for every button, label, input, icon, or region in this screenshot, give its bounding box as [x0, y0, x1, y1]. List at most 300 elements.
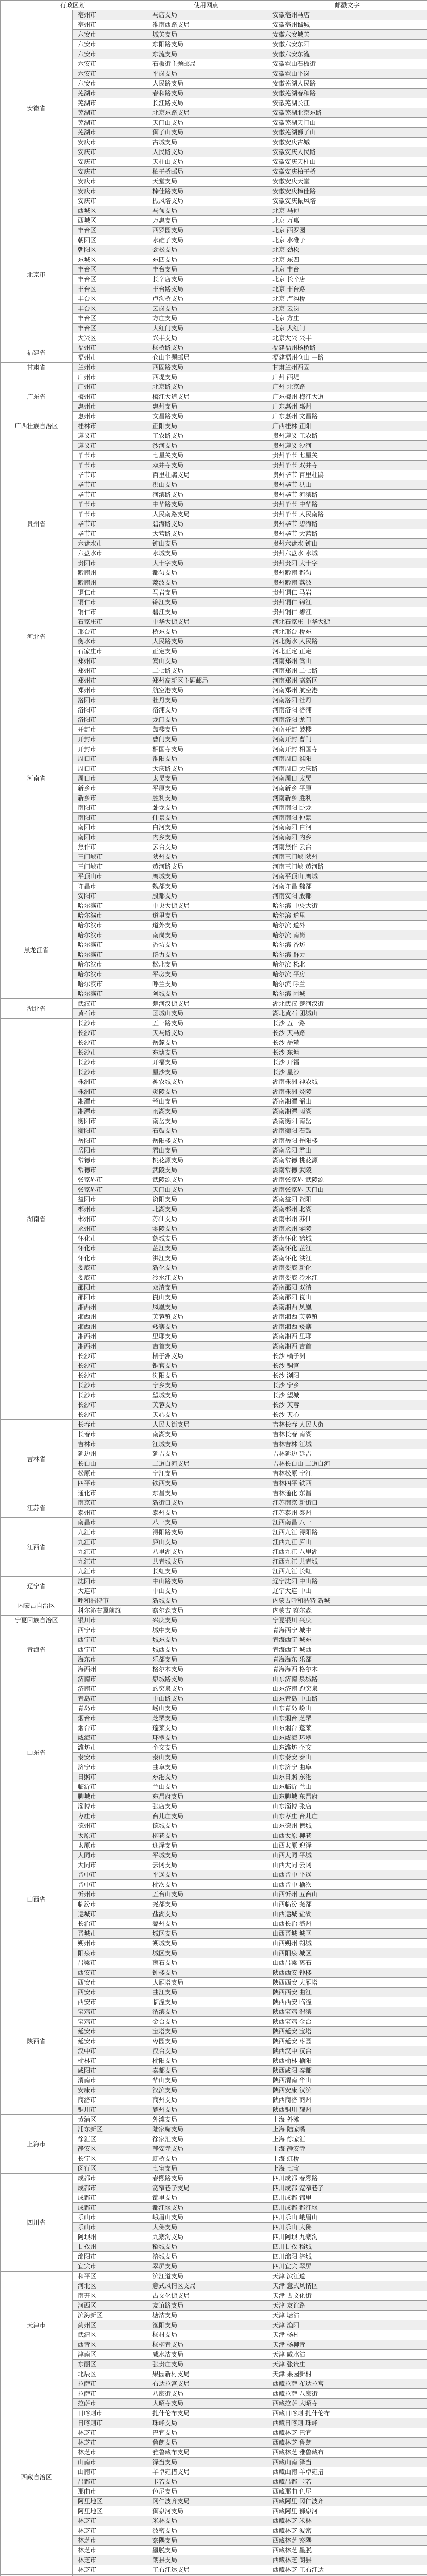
- postmark-cell: 江西南昌 八一: [267, 1518, 427, 1528]
- outlet-cell: 人民南路支局: [145, 510, 267, 519]
- city-cell: 长沙市: [73, 1019, 145, 1028]
- outlet-cell: 岳阳楼支局: [145, 1136, 267, 1146]
- city-cell: 益阳市: [73, 1195, 145, 1205]
- postmark-cell: 四川成都 宽窄巷子: [267, 2183, 427, 2193]
- city-cell: 阿坝州: [73, 2232, 145, 2242]
- city-cell: 徐汇区: [73, 2134, 145, 2144]
- outlet-cell: 准南西路支局: [145, 20, 267, 30]
- outlet-cell: 古城支局: [145, 138, 267, 147]
- postmark-cell: 西藏那曲 色尼: [267, 2487, 427, 2497]
- city-cell: 安庆市: [73, 157, 145, 167]
- postmark-cell: 哈尔滨 香坊: [267, 940, 427, 950]
- postmark-cell: 山东青岛 中山路: [267, 1694, 427, 1704]
- outlet-cell: 芷江支局: [145, 1244, 267, 1253]
- table-row: [1, 1577, 427, 1586]
- postmark-cell: 贵州遵义 沙河: [267, 441, 427, 451]
- city-cell: 哈尔滨市: [73, 921, 145, 930]
- outlet-cell: 太昊支局: [145, 774, 267, 784]
- outlet-cell: 东四支局: [145, 255, 267, 265]
- city-cell: 郑州市: [73, 686, 145, 696]
- city-cell: 安阳市: [73, 891, 145, 901]
- outlet-cell: 中华路支局: [145, 500, 267, 510]
- city-cell: 济南市: [73, 1684, 145, 1694]
- postmark-cell: 江苏南京 新街口: [267, 1498, 427, 1508]
- city-cell: 焦作市: [73, 842, 145, 852]
- postmark-cell: 北京 万惠: [267, 216, 427, 226]
- postmark-cell: 天津 友谊路: [267, 2301, 427, 2311]
- postmark-cell: 山西运城 盐湖: [267, 1909, 427, 1919]
- postmark-cell: 北京 西罗园: [267, 226, 427, 235]
- outlet-cell: 崀山支局: [145, 1293, 267, 1302]
- city-cell: 开封市: [73, 735, 145, 744]
- city-cell: 泰安市: [73, 1753, 145, 1762]
- outlet-cell: 胜利支局: [145, 793, 267, 803]
- postmark-cell: 湖南衡阳 石鼓: [267, 1126, 427, 1136]
- city-cell: 德州市: [73, 1821, 145, 1831]
- city-cell: 渭南市: [73, 2076, 145, 2086]
- city-cell: 山南市: [73, 2467, 145, 2477]
- outlet-cell: 曹门支局: [145, 735, 267, 744]
- postmark-cell: 天津 塘沽: [267, 2311, 427, 2320]
- outlet-cell: 察尔森支局: [145, 1606, 267, 1616]
- postmark-cell: 贵州毕节 洪山: [267, 480, 427, 490]
- city-cell: 哈尔滨市: [73, 970, 145, 979]
- city-cell: 哈尔滨市: [73, 950, 145, 960]
- outlet-cell: 大红门支局: [145, 324, 267, 333]
- outlet-cell: 零陵支局: [145, 1224, 267, 1234]
- city-cell: 桂林市: [73, 421, 145, 431]
- postmark-cell: 湖南湘西 凤凰: [267, 1302, 427, 1312]
- postmark-cell: 长沙 岳麓: [267, 1038, 427, 1048]
- city-cell: 岳阳市: [73, 1136, 145, 1146]
- city-cell: 海西州: [73, 1665, 145, 1674]
- postmark-cell: 陕西西安 大雁塔: [267, 1978, 427, 1988]
- city-cell: 长春市: [73, 1430, 145, 1439]
- outlet-cell: 石鼓支局: [145, 1126, 267, 1136]
- outlet-cell: 牡丹支局: [145, 696, 267, 705]
- outlet-cell: 西堤支局: [145, 372, 267, 382]
- outlet-cell: 塘沽支局: [145, 2311, 267, 2320]
- outlet-cell: 天马路支局: [145, 1028, 267, 1038]
- postmark-cell: 西藏日喀则 珠峰: [267, 2418, 427, 2428]
- city-cell: 榆林市: [73, 2056, 145, 2066]
- city-cell: 芜湖市: [73, 128, 145, 138]
- city-cell: 朔州市: [73, 1939, 145, 1948]
- postmark-cell: 哈尔滨 中央大街: [267, 901, 427, 911]
- city-cell: 南阳市: [73, 833, 145, 842]
- outlet-cell: 大营路支局: [145, 529, 267, 539]
- outlet-cell: 张贵庄支局: [145, 2360, 267, 2369]
- outlet-cell: 意式风情区支局: [145, 2281, 267, 2291]
- city-cell: 宝鸡市: [73, 2007, 145, 2017]
- outlet-cell: 离石支局: [145, 1958, 267, 1968]
- postmark-cell: 江西九江 庐山: [267, 1537, 427, 1547]
- city-cell: 怀化市: [73, 1244, 145, 1253]
- postmark-cell: 安徽芜湖长江: [267, 98, 427, 108]
- city-cell: 林芝市: [73, 2536, 145, 2546]
- outlet-cell: 羊卓雍措支局: [145, 2467, 267, 2477]
- city-cell: 新乡市: [73, 784, 145, 793]
- city-cell: 安康市: [73, 2086, 145, 2095]
- postmark-cell: 河南许昌 魏都: [267, 882, 427, 891]
- city-cell: 哈尔滨市: [73, 989, 145, 999]
- outlet-cell: 城东支局: [145, 1635, 267, 1645]
- city-cell: 毕节市: [73, 510, 145, 519]
- postmark-cell: 河北正定 正定: [267, 647, 427, 656]
- city-cell: 河北区: [73, 2281, 145, 2291]
- outlet-cell: 新街口支局: [145, 1498, 267, 1508]
- province-cell: 天津市: [1, 2272, 73, 2379]
- postmark-cell: 哈尔滨 呼兰: [267, 979, 427, 989]
- city-cell: 晋中市: [73, 1880, 145, 1890]
- postmark-cell: 安徽亳州谯城: [267, 20, 427, 30]
- city-cell: 新乡市: [73, 793, 145, 803]
- postmark-cell: 西藏林芝 工布江达: [267, 2565, 427, 2575]
- postmark-cell: 安徽安庆天柱山: [267, 157, 427, 167]
- city-cell: 洛阳市: [73, 715, 145, 725]
- city-cell: 临汾市: [73, 1900, 145, 1909]
- outlet-cell: 城关支局: [145, 30, 267, 40]
- table-row: [1, 2115, 427, 2125]
- city-cell: 延安市: [73, 2027, 145, 2037]
- city-cell: 大兴区: [73, 333, 145, 343]
- city-cell: 衡阳市: [73, 1116, 145, 1126]
- city-cell: 亳州市: [73, 20, 145, 30]
- outlet-cell: 八廓街支局: [145, 2389, 267, 2399]
- city-cell: 平顶山市: [73, 872, 145, 882]
- postmark-cell: 河南南阳 仲景: [267, 813, 427, 823]
- city-cell: 毕节市: [73, 529, 145, 539]
- city-cell: 沈阳市: [73, 1577, 145, 1586]
- outlet-cell: 大庆路支局: [145, 764, 267, 774]
- postmark-cell: 陕西宝鸡 金台: [267, 2017, 427, 2027]
- postmark-cell: 福建福州杨桥路: [267, 343, 427, 353]
- outlet-cell: 道里支局: [145, 911, 267, 921]
- city-cell: 开封市: [73, 744, 145, 754]
- outlet-cell: 大佛支局: [145, 2223, 267, 2232]
- city-cell: 三门峡市: [73, 862, 145, 872]
- outlet-cell: 天心支局: [145, 1410, 267, 1420]
- city-cell: 湘潭市: [73, 1097, 145, 1107]
- city-cell: 长沙市: [73, 1371, 145, 1381]
- postmark-cell: 广东梅州 梅江大道: [267, 392, 427, 402]
- postmark-cell: 陕西咸阳 秦都: [267, 2066, 427, 2076]
- postmark-cell: 天津 滨江道: [267, 2272, 427, 2281]
- province-cell: 内蒙古自治区: [1, 1596, 73, 1616]
- province-cell: 广西壮族自治区: [1, 421, 73, 431]
- city-cell: 西城区: [73, 216, 145, 226]
- outlet-cell: 苏仙支局: [145, 1214, 267, 1224]
- outlet-cell: 友谊路支局: [145, 2301, 267, 2311]
- city-cell: 衡阳市: [73, 1126, 145, 1136]
- outlet-cell: 平房支局: [145, 970, 267, 979]
- postmark-cell: 辽宁大连 中山: [267, 1586, 427, 1596]
- postmark-cell: 青海西宁 城西: [267, 1645, 427, 1655]
- outlet-cell: 望城支局: [145, 1391, 267, 1400]
- table-row: [1, 1968, 427, 1978]
- outlet-cell: 冈仁波齐支局: [145, 2497, 267, 2506]
- postmark-cell: 山东潍坊 奎文: [267, 1743, 427, 1753]
- city-cell: 广州市: [73, 372, 145, 382]
- outlet-cell: 迎泽支局: [145, 1841, 267, 1851]
- postmark-cell: 山东济南 趵突泉: [267, 1684, 427, 1694]
- postmark-cell: 天津 渔阳: [267, 2320, 427, 2330]
- city-cell: 长沙市: [73, 1391, 145, 1400]
- postmark-cell: 北京大兴 兴丰: [267, 333, 427, 343]
- table-row: [1, 431, 427, 441]
- postmark-cell: 青海西宁 城东: [267, 1635, 427, 1645]
- outlet-cell: 松北支局: [145, 960, 267, 970]
- outlet-cell: 人民路支局: [145, 147, 267, 157]
- outlet-cell: 钟楼支局: [145, 1968, 267, 1978]
- postmark-cell: 湖南怀化 芷江: [267, 1244, 427, 1253]
- outlet-cell: 西固路支局: [145, 363, 267, 372]
- city-cell: 广州市: [73, 382, 145, 392]
- outlet-cell: 资阳支局: [145, 1195, 267, 1205]
- outlet-cell: 里耶支局: [145, 1332, 267, 1342]
- postmark-cell: 四川甘孜 稻城: [267, 2242, 427, 2252]
- postmark-cell: 青海西宁 城中: [267, 1625, 427, 1635]
- postmark-cell: 广州 北京路: [267, 382, 427, 392]
- province-cell: 陕西省: [1, 1968, 73, 2115]
- table-row: [1, 1596, 427, 1606]
- city-cell: 成都市: [73, 2203, 145, 2213]
- postmark-cell: 山东泰安 泰山: [267, 1753, 427, 1762]
- city-cell: 山南市: [73, 2458, 145, 2467]
- city-cell: 西安市: [73, 1978, 145, 1988]
- city-cell: 芜湖市: [73, 98, 145, 108]
- table-row: [1, 1019, 427, 1028]
- postmark-cell: 河南南阳 内乡: [267, 833, 427, 842]
- outlet-cell: 云冈支局: [145, 1860, 267, 1870]
- outlet-cell: 泉城路支局: [145, 1674, 267, 1684]
- postmark-cell: 安徽霍山平岗: [267, 69, 427, 79]
- postmark-cell: 湖南张家界 天门山: [267, 1185, 427, 1195]
- outlet-cell: 黄河路支局: [145, 862, 267, 872]
- city-cell: 长沙市: [73, 1361, 145, 1371]
- outlet-cell: 静安寺支局: [145, 2144, 267, 2154]
- outlet-cell: 古文化街支局: [145, 2291, 267, 2301]
- table-row: [1, 372, 427, 382]
- city-cell: 大同市: [73, 1851, 145, 1860]
- outlet-cell: 双井寺支局: [145, 461, 267, 470]
- outlet-cell: 群力支局: [145, 950, 267, 960]
- outlet-cell: 外滩支局: [145, 2115, 267, 2125]
- outlet-cell: 武陵源支局: [145, 1175, 267, 1185]
- outlet-cell: 春熙路支局: [145, 2174, 267, 2183]
- outlet-cell: 汉滨支局: [145, 2086, 267, 2095]
- city-cell: 延安市: [73, 2037, 145, 2046]
- city-cell: 许昌市: [73, 882, 145, 891]
- outlet-cell: 扎什伦布支局: [145, 2409, 267, 2418]
- table-row: [1, 206, 427, 216]
- outlet-cell: 宽窄巷子支局: [145, 2183, 267, 2193]
- city-cell: 呼和浩特市: [73, 1596, 145, 1606]
- postmark-cell: 上海 陆家嘴: [267, 2125, 427, 2134]
- outlet-cell: 汉台支局: [145, 2046, 267, 2056]
- city-cell: 西青区: [73, 2340, 145, 2350]
- header-outlet: 使用网点: [145, 1, 267, 10]
- table-row: [1, 1616, 427, 1625]
- postmark-cell: 安徽芜湖北京东路: [267, 108, 427, 118]
- outlet-cell: 平原支局: [145, 784, 267, 793]
- postmark-cell: 贵州毕节 河滨路: [267, 490, 427, 500]
- table-row: [1, 2379, 427, 2389]
- outlet-cell: 翠屏支局: [145, 2262, 267, 2272]
- postmark-cell: 四川宜宾 翠屏: [267, 2262, 427, 2272]
- province-cell: 黑龙江省: [1, 901, 73, 999]
- postmark-cell: 河南南阳 卧龙: [267, 803, 427, 813]
- outlet-cell: 稻城支局: [145, 2242, 267, 2252]
- postmark-cell: 河南开封 曹门: [267, 735, 427, 744]
- city-cell: 周口市: [73, 754, 145, 764]
- postmark-cell: 山东枣庄 台儿庄: [267, 1811, 427, 1821]
- city-cell: 湘西州: [73, 1332, 145, 1342]
- postmark-cell: 吉林长春 南湖: [267, 1430, 427, 1439]
- province-cell: 四川省: [1, 2174, 73, 2272]
- city-cell: 安庆市: [73, 147, 145, 157]
- postmark-cell: 湖南常德 桃花源: [267, 1156, 427, 1165]
- city-cell: 三门峡市: [73, 852, 145, 862]
- city-cell: 周口市: [73, 764, 145, 774]
- postmark-cell: 湖南岳阳 君山: [267, 1146, 427, 1156]
- city-cell: 吕梁市: [73, 1958, 145, 1968]
- outlet-cell: 荔波支局: [145, 578, 267, 588]
- province-cell: 上海市: [1, 2115, 73, 2174]
- postmark-cell: 贵州毕节 中华路: [267, 500, 427, 510]
- city-cell: 济宁市: [73, 1762, 145, 1772]
- postmark-cell: 湖南永州 零陵: [267, 1224, 427, 1234]
- postmark-cell: 河南开封 相国寺: [267, 744, 427, 754]
- city-cell: 闵行区: [73, 2164, 145, 2174]
- outlet-cell: 滨江道支局: [145, 2272, 267, 2281]
- city-cell: 大连市: [73, 1586, 145, 1596]
- city-cell: 阳泉市: [73, 1948, 145, 1958]
- postmark-cell: 安徽六安东阳: [267, 40, 427, 49]
- table-header-row: [1, 1, 427, 10]
- outlet-cell: 狮子山支局: [145, 128, 267, 138]
- postmark-cell: 长沙 芙蓉: [267, 1400, 427, 1410]
- city-cell: 烟台市: [73, 1723, 145, 1733]
- city-cell: 武清区: [73, 2330, 145, 2340]
- city-cell: 吉林市: [73, 1439, 145, 1449]
- postmark-cell: 长沙 星沙: [267, 1067, 427, 1077]
- city-cell: 绵阳市: [73, 2252, 145, 2262]
- outlet-cell: 鹤城支局: [145, 1234, 267, 1244]
- city-cell: 咸阳市: [73, 2066, 145, 2076]
- outlet-cell: 七宝支局: [145, 2164, 267, 2174]
- outlet-cell: 碧海路支局: [145, 519, 267, 529]
- postmark-cell: 哈尔滨 南岗: [267, 930, 427, 940]
- city-cell: 毕节市: [73, 480, 145, 490]
- postmark-cell: 湖南湘潭 韶山: [267, 1097, 427, 1107]
- postmark-cell: 长沙 天心: [267, 1410, 427, 1420]
- city-cell: 拉萨市: [73, 2379, 145, 2389]
- outlet-cell: 大雁塔支局: [145, 1978, 267, 1988]
- outlet-cell: 人民大街支局: [145, 1420, 267, 1430]
- outlet-cell: 八一支局: [145, 1518, 267, 1528]
- table-row: [1, 343, 427, 353]
- postmark-cell: 哈尔滨 阿城: [267, 989, 427, 999]
- postmark-cell: 山西忻州 五台山: [267, 1890, 427, 1900]
- outlet-cell: 河滨路支局: [145, 490, 267, 500]
- city-cell: 郑州市: [73, 676, 145, 686]
- outlet-cell: 中山路支局: [145, 1694, 267, 1704]
- postmark-cell: 贵州六盘水 水城: [267, 549, 427, 558]
- postmark-cell: 山东济宁 曲阜: [267, 1762, 427, 1772]
- postmark-cell: 天津 果园新村: [267, 2369, 427, 2379]
- outlet-cell: 橘子洲支局: [145, 1351, 267, 1361]
- outlet-cell: 石板街主题邮局: [145, 59, 267, 69]
- postmark-cell: 四川成都 春熙路: [267, 2174, 427, 2183]
- table-row: [1, 617, 427, 627]
- outlet-cell: 环翠支局: [145, 1733, 267, 1743]
- city-cell: 西宁市: [73, 1645, 145, 1655]
- outlet-cell: 朗县支局: [145, 2555, 267, 2565]
- city-cell: 永州市: [73, 1224, 145, 1234]
- postmark-cell: 吉林延边 延吉: [267, 1449, 427, 1459]
- outlet-cell: 铁西支局: [145, 1479, 267, 1488]
- outlet-cell: 芝罘支局: [145, 1714, 267, 1723]
- city-cell: 松原市: [73, 1469, 145, 1479]
- city-cell: 安庆市: [73, 187, 145, 196]
- city-cell: 林芝市: [73, 2516, 145, 2526]
- postmark-cell: 吉林长白山 二道白河: [267, 1459, 427, 1469]
- outlet-cell: 团城山支局: [145, 1009, 267, 1019]
- city-cell: 娄底市: [73, 1273, 145, 1283]
- outlet-cell: 神农城支局: [145, 1077, 267, 1087]
- outlet-cell: 韶山支局: [145, 1097, 267, 1107]
- city-cell: 忻州市: [73, 1890, 145, 1900]
- outlet-cell: 咸水沽支局: [145, 2350, 267, 2360]
- outlet-cell: 魏都支局: [145, 882, 267, 891]
- city-cell: 铜仁市: [73, 598, 145, 607]
- outlet-cell: 长辛店支局: [145, 275, 267, 284]
- outlet-cell: 呼兰支局: [145, 979, 267, 989]
- outlet-cell: 卢沟桥支局: [145, 294, 267, 304]
- postmark-cell: 河南南阳 白河: [267, 823, 427, 833]
- postmark-cell: 湖南湘西 吉首: [267, 1342, 427, 1351]
- postmark-cell: 贵州毕节 碧海路: [267, 519, 427, 529]
- postmark-cell: 陕西商洛 商州: [267, 2095, 427, 2105]
- postmark-cell: 甘肃兰州西固: [267, 363, 427, 372]
- city-cell: 长沙市: [73, 1038, 145, 1048]
- province-cell: 山东省: [1, 1674, 73, 1831]
- postmark-cell: 湖南湘潭 雨湖: [267, 1107, 427, 1116]
- postmark-cell: 陕西榆林 榆阳: [267, 2056, 427, 2066]
- postmark-cell: 北京 大红门: [267, 324, 427, 333]
- city-cell: 林芝市: [73, 2438, 145, 2448]
- city-cell: 郑州市: [73, 656, 145, 666]
- outlet-cell: 春和路支局: [145, 89, 267, 98]
- postmark-cell: 北京 东四: [267, 255, 427, 265]
- province-cell: 宁夏回族自治区: [1, 1616, 73, 1625]
- postmark-cell: 西藏昌都 卡若: [267, 2477, 427, 2487]
- city-cell: 西宁市: [73, 1625, 145, 1635]
- postmark-cell: 河南洛阳 洛浦: [267, 705, 427, 715]
- outlet-cell: 都匀支局: [145, 568, 267, 578]
- outlet-cell: 七星关支局: [145, 451, 267, 461]
- outlet-cell: 兴庆支局: [145, 1616, 267, 1625]
- outlet-cell: 曲江支局: [145, 1988, 267, 1997]
- outlet-cell: 工布江达支局: [145, 2565, 267, 2575]
- outlet-cell: 芙蓉支局: [145, 1400, 267, 1410]
- postmark-cell: 吉林松原 宁江: [267, 1469, 427, 1479]
- city-cell: 九江市: [73, 1567, 145, 1577]
- outlet-cell: 双清支局: [145, 1283, 267, 1293]
- city-cell: 毕节市: [73, 500, 145, 510]
- outlet-cell: 雅鲁藏布支局: [145, 2448, 267, 2458]
